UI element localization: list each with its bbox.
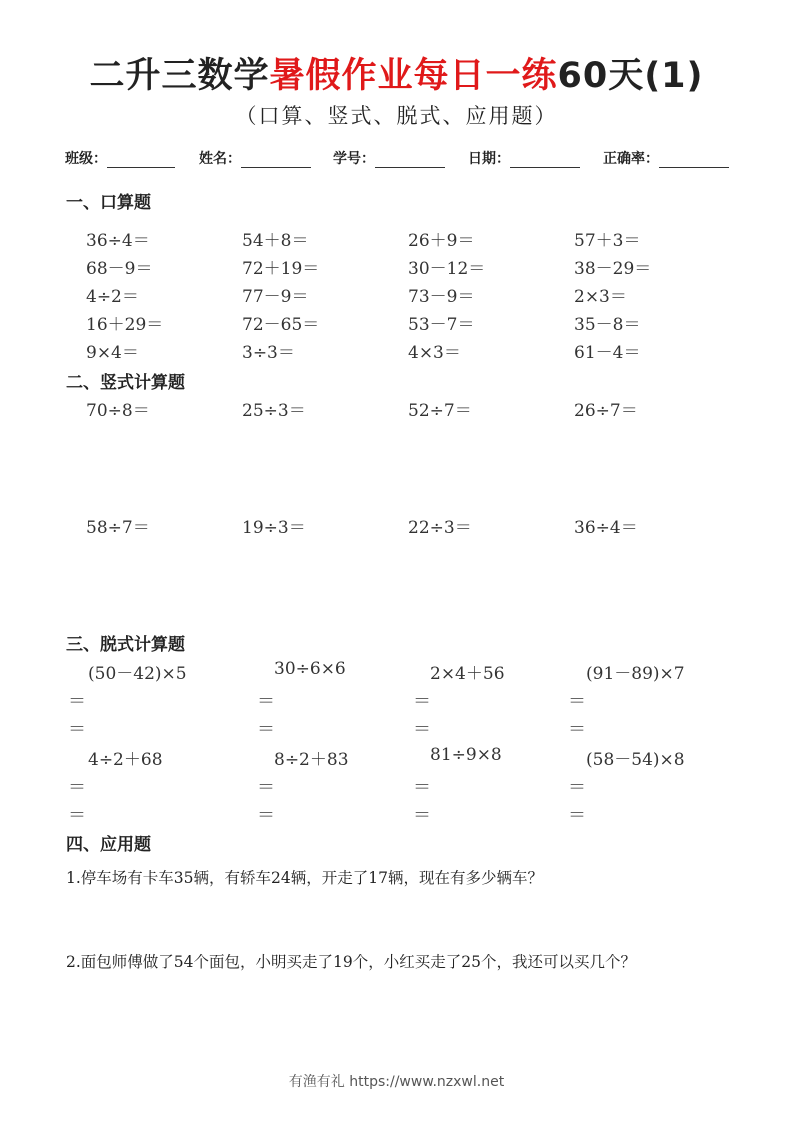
oral-problem: 57＋3＝ [574,231,641,251]
name-field[interactable] [199,148,311,168]
oral-problem: 4×3＝ [408,343,461,363]
oral-problem: 9×4＝ [86,343,139,363]
stepwise-expression: (58－54)×8 [586,750,685,770]
student-info-row [65,148,745,174]
word-question-2: 2.面包师傅做了54个面包，小明买走了19个，小红买走了25个，我还可以买几个？ [66,953,636,971]
oral-problem: 53－7＝ [408,315,475,335]
class-label: 班级： [65,151,107,167]
section-oral-title: 一、口算题 [66,193,151,213]
oral-problem: 72－65＝ [242,315,320,335]
oral-problem: 61－4＝ [574,343,641,363]
oral-problem: 4÷2＝ [86,287,139,307]
section-vertical-title: 二、竖式计算题 [66,373,185,393]
title-tail: 60天(1) [557,56,704,96]
page-title [0,48,793,98]
vertical-problem: 25÷3＝ [242,401,306,421]
oral-problem: 54＋8＝ [242,231,309,251]
equals-line: ＝ [413,719,431,740]
stepwise-expression: 2×4＋56 [430,664,505,684]
equals-line: ＝ [257,691,275,712]
equals-line: ＝ [68,777,86,798]
oral-problem: 2×3＝ [574,287,627,307]
oral-problem: 73－9＝ [408,287,475,307]
oral-problem: 36÷4＝ [86,231,150,251]
name-label: 姓名： [199,151,241,167]
equals-line: ＝ [568,719,586,740]
equals-line: ＝ [68,805,86,826]
oral-problem: 35－8＝ [574,315,641,335]
oral-problem: 72＋19＝ [242,259,320,279]
vertical-problem: 36÷4＝ [574,518,638,538]
vertical-problem: 26÷7＝ [574,401,638,421]
title-black: 二升三数学 [89,56,270,96]
class-field[interactable] [65,148,175,168]
section-word-title: 四、应用题 [66,835,151,855]
class-blank[interactable] [107,152,175,168]
oral-problem: 38－29＝ [574,259,652,279]
equals-line: ＝ [413,805,431,826]
oral-problem: 68－9＝ [86,259,153,279]
accuracy-label: 正确率： [603,151,659,167]
accuracy-blank[interactable] [659,152,729,168]
stepwise-expression: (91－89)×7 [586,664,685,684]
oral-problem: 26＋9＝ [408,231,475,251]
equals-line: ＝ [257,719,275,740]
vertical-problem: 58÷7＝ [86,518,150,538]
name-blank[interactable] [241,152,311,168]
stepwise-expression: 8÷2＋83 [274,750,349,770]
oral-problem: 16＋29＝ [86,315,164,335]
title-red: 暑假作业每日一练 [269,56,558,96]
oral-problem: 3÷3＝ [242,343,295,363]
vertical-problem: 19÷3＝ [242,518,306,538]
stepwise-expression: 4÷2＋68 [88,750,163,770]
stepwise-expression: 81÷9×8 [430,745,502,765]
vertical-problem: 52÷7＝ [408,401,472,421]
stepwise-expression: 30÷6×6 [274,659,346,679]
vertical-problem: 22÷3＝ [408,518,472,538]
equals-line: ＝ [413,691,431,712]
stepwise-expression: (50－42)×5 [88,664,187,684]
equals-line: ＝ [568,691,586,712]
footer-watermark: 有渔有礼 https://www.nzxwl.net [288,1074,505,1090]
id-label: 学号： [333,151,375,167]
equals-line: ＝ [68,691,86,712]
word-question-1: 1.停车场有卡车35辆，有轿车24辆，开走了17辆，现在有多少辆车？ [66,869,543,887]
equals-line: ＝ [68,719,86,740]
equals-line: ＝ [568,777,586,798]
id-field[interactable] [333,148,445,168]
section-stepwise-title: 三、脱式计算题 [66,635,185,655]
equals-line: ＝ [568,805,586,826]
equals-line: ＝ [257,805,275,826]
equals-line: ＝ [257,777,275,798]
page-subtitle: （口算、竖式、脱式、应用题） [235,104,558,128]
id-blank[interactable] [375,152,445,168]
vertical-problem: 70÷8＝ [86,401,150,421]
accuracy-field[interactable] [603,148,729,168]
date-field[interactable] [468,148,580,168]
date-label: 日期： [468,151,510,167]
oral-problem: 30－12＝ [408,259,486,279]
equals-line: ＝ [413,777,431,798]
date-blank[interactable] [510,152,580,168]
oral-problem: 77－9＝ [242,287,309,307]
